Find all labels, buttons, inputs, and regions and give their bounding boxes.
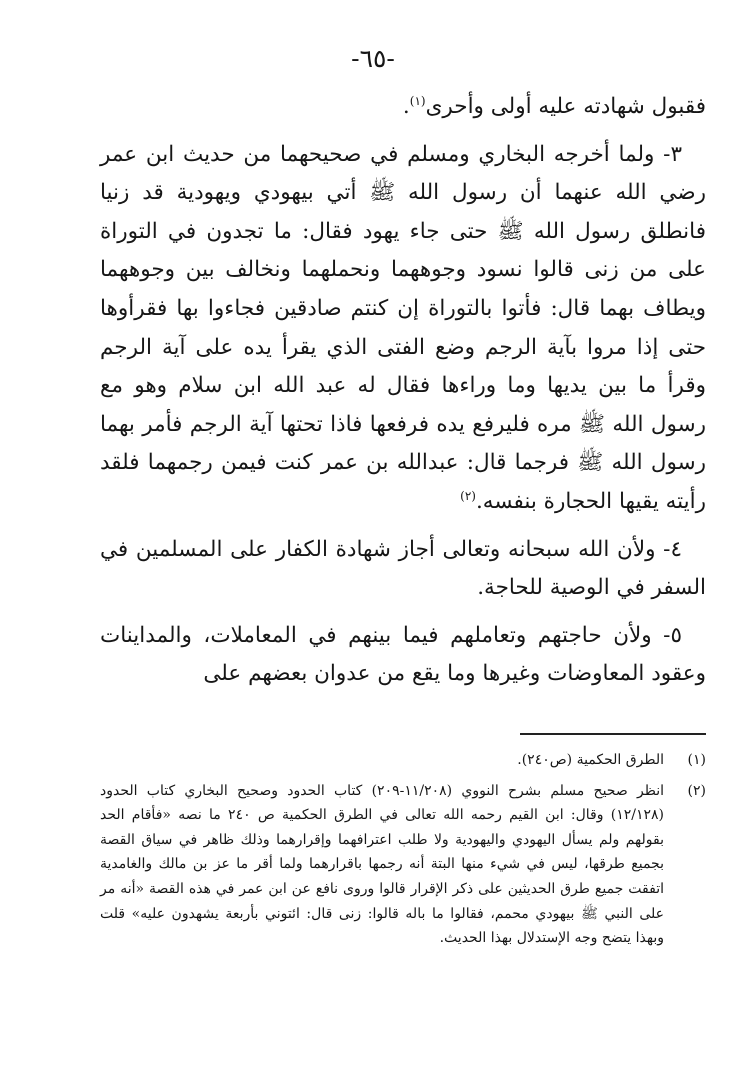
paragraph-3 [100, 531, 706, 608]
paragraph-1 [100, 88, 706, 127]
footnote-2 [100, 779, 706, 951]
footnote-ref-1[interactable]: (١) [409, 93, 426, 108]
footnotes [100, 748, 706, 957]
footnote-text: انظر صحيح مسلم بشرح النووي (١١/٢٠٨-٢٠٩) كتاب الحدود وصحيح البخاري كتاب الحدود (١٢/١٢٨) وقال: ابن القيم رحمه الله تعالى في الطرق الحكمية ص ٢٤٠ ما نصه «فأقام الحد بقولهم ولم يسأل اليهودي واليهودية ولا طلب اعترافهما وإقرارهما وذلك ظاهر في سياق القصة بجميع طرقها، ليس في شيء منها البتة أنه رجمها باقرارهما ولما أقر ما عز بن مالك والغامدية اتفقت جميع طرق الحديثين على ذكر الإقرار قالوا وروى نافع عن ابن عمر في هذه القصة «أنه مر على النبي ﷺ بيهودي محمم، فقالوا ما باله قالوا: زنى قال: ائتوني بأربعة يشهدون عليه» قلت وبهذا يتضح وجه الإستدلال بهذا الحديث. [100, 782, 664, 947]
paragraph-text: ٤- ولأن الله سبحانه وتعالى أجاز شهادة الكفار على المسلمين في السفر في الوصية للحاجة. [100, 536, 706, 601]
main-text [100, 88, 706, 703]
footnote-text: الطرق الحكمية (ص٢٤٠). [517, 752, 664, 768]
footnote-number: (٢) [687, 782, 706, 799]
paragraph-2 [100, 136, 706, 522]
paragraph-text: ٣- ولما أخرجه البخاري ومسلم في صحيحهما من حديث ابن عمر رضي الله عنهما أن رسول الله ﷺ أتي بيهودي ويهودية قد زنيا فانطلق رسول الله ﷺ حتى جاء يهود فقال: ما تجدون في التوراة على من زنى قالوا نسود وجوههما ونحملهما ونخالف بين وجوههما ويطاف بهما قال: فأتوا بالتوراة إن كنتم صادقين فجاءوا بها فقرأوها حتى إذا مروا بآية الرجم وضع الفتى الذي يقرأ يده على آية الرجم وقرأ ما بين يديها وما وراءها فقال له عبد الله ابن سلام وهو مع رسول الله ﷺ مره فليرفع يده فرفعها فاذا تحتها آية الرجم فأمر بهما رسول الله ﷺ فرجما قال: عبدالله بن عمر كنت فيمن رجمهما فلقد رأيته يقيها الحجارة بنفسه. [100, 141, 706, 514]
footnote-divider [520, 733, 706, 735]
footnote-1 [100, 748, 706, 773]
paragraph-4 [100, 617, 706, 694]
footnote-number: (١) [687, 752, 706, 768]
footnote-ref-2[interactable]: (٢) [460, 488, 476, 503]
paragraph-tail: . [402, 94, 410, 119]
paragraph-text: ٥- ولأن حاجتهم وتعاملهم فيما بينهم في المعاملات، والمداينات وعقود المعاوضات وغيرها وما يقع من عدوان بعضهم على [100, 622, 706, 687]
page-number: -٦٥- [351, 44, 395, 73]
paragraph-text: فقبول شهادته عليه أولى وأحرى [425, 94, 706, 119]
